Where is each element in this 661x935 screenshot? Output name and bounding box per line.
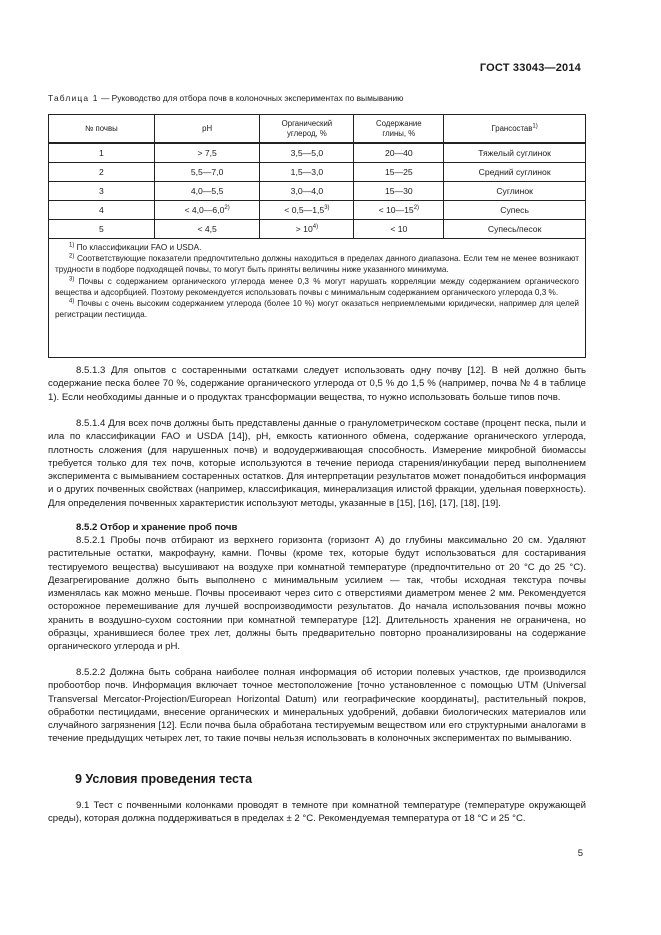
table-footnotes	[48, 238, 586, 358]
soil-selection-table	[48, 114, 586, 239]
cell-soil-number: 1	[49, 143, 155, 163]
footnote: $^{2)}$ Соответствующие показатели предпочтительно должны находиться в пределах данного диапазона. Если тем не менее возникают трудности в подборе подходящей почвы, то могут быть приняты величины ниже указанного минимума.	[55, 253, 579, 275]
paragraph-8-5-1-3: 8.5.1.3 Для опытов с состаренными остатками следует использовать одну почву [12]. В ней должно быть содержание песка более 70 %, содержание органического углерода от 0,5 % до 1,5 % (например, почва № 4 в таблице 1). Если необходимы данные и о продуктах трансформации вещества, то нужно использовать больше типов почв.	[48, 365, 586, 403]
footnote: $^{3)}$ Почвы с содержанием органического углерода менее 0,3 % могут нарушать корреляции между содержанием органического вещества и адсорбцией. Поэтому рекомендуется использовать почвы с минимальным содержанием органического углерода 0,3 %.	[55, 275, 579, 297]
table-row	[49, 182, 586, 201]
cell-soil-number: 5	[49, 220, 155, 239]
section-8-5-2	[48, 521, 586, 534]
cell-texture: Суглинок	[444, 182, 586, 201]
cell-soil-number: 3	[49, 182, 155, 201]
section-8-5-1-3	[48, 364, 586, 404]
table-caption-text: — Руководство для отбора почв в колоночных экспериментах по вымыванию	[98, 93, 404, 103]
cell-ph: < 4,5	[154, 220, 260, 239]
table-header-row	[49, 115, 586, 144]
header-texture: Грансостав$^{1)}$	[444, 115, 586, 144]
footnote: $^{4)}$ Почвы с очень высоким содержанием углерода (более 10 %) могут оказаться неприемлемыми юридически, например для целей регистрации пестицида.	[55, 298, 579, 320]
paragraph-8-5-1-4: 8.5.1.4 Для всех почв должны быть представлены данные о гранулометрическом составе (процент песка, пыли и ила по классификации FAO и USDA [14]), pH, емкость катионного обмена, содержание органического углерода, плотность сложения (для нарушенных почв) и водоудерживающая способность. Измерение микробной биомассы требуется только для тех почв, которые используются в течение периода старения/инкубации перед выполнением эксперимента с вымыванием состаренных остатков. Для интерпретации результатов может понадобиться информация и о других почвенных свойствах (например, классификация, минерализация илистой фракции, удельная поверхность). Для определения почвенных характеристик используют методы, указанные в [15], [16], [17], [18], [19].	[48, 418, 586, 509]
paragraph-8-5-2-2: 8.5.2.2 Должна быть собрана наиболее полная информация об истории полевых участков, где производился пробоотбор почв. Информация включает точное местоположение [точно установленное с помощью UTM (Universal Transversal Mercator-Projection/European Horizontal Datum) или географические координаты], растительный покров, обработки пестицидами, внесение органических и минеральных удобрений, добавки биологических материалов или случайного загрязнения [12]. Если почва была обработана тестируемым веществом или его структурными аналогами в течение предыдущих четырех лет, то такие почвы нельзя использовать в колоночных экспериментах по вымыванию.	[48, 667, 586, 745]
heading-section-9: 9 Условия проведения теста	[75, 772, 253, 786]
cell-texture: Супесь	[444, 201, 586, 220]
heading-8-5-2: 8.5.2 Отбор и хранение проб почв	[76, 522, 238, 533]
section-8-5-1-4	[48, 417, 586, 510]
cell-organic-carbon: 1,5—3,0	[260, 163, 354, 182]
section-9-1	[48, 799, 586, 826]
cell-ph: 5,5—7,0	[154, 163, 260, 182]
header-clay-content: Содержание глины, %	[354, 115, 444, 144]
cell-clay-content: 15—30	[354, 182, 444, 201]
cell-texture: Супесь/песок	[444, 220, 586, 239]
cell-clay-content: < $10—15^{2)}$	[354, 201, 444, 220]
table-row	[49, 143, 586, 163]
cell-organic-carbon: < $0,5—1,5^{3)}$	[260, 201, 354, 220]
cell-clay-content: 15—25	[354, 163, 444, 182]
header-organic-carbon: Органический углерод, %	[260, 115, 354, 144]
paragraph-8-5-2-1: 8.5.2.1 Пробы почв отбирают из верхнего горизонта (горизонт А) до глубины максимально 20 см. Удаляют растительные остатки, макрофауну, камни. Почвы (кроме тех, которые будут использоваться для состаривания тестируемого вещества) высушивают на воздухе при комнатной температуре (предпочтительно от 20 °C до 25 °C). Дезагрегирование должно быть выполнено с минимальным усилием — так, чтобы исходная текстура почвы изменялась как можно меньше. Почвы просеивают через сито с отверстиями диаметром менее 2 мм. Рекомендуется осторожное перемешивание для лучшей воспроизводимости результатов. До начала использования почвы можно хранить в воздушно-сухом состоянии при комнатной температуре [12]. Длительность хранения не ограничена, но образцы, хранившиеся более трех лет, должны быть предварительно повторно проанализированы на содержание органического углерода и pH.	[48, 535, 586, 653]
page-number: 5	[577, 848, 583, 859]
table-row	[49, 201, 586, 220]
header-soil-number: № почвы	[49, 115, 155, 144]
cell-organic-carbon: 3,5—5,0	[260, 143, 354, 163]
table-caption-label: Таблица 1	[48, 93, 99, 103]
cell-ph: < $4,0—6,0^{2)}$	[154, 201, 260, 220]
document-id: ГОСТ 33043—2014	[479, 62, 581, 74]
cell-texture: Средний суглинок	[444, 163, 586, 182]
paragraph-9-1: 9.1 Тест с почвенными колонками проводят в темноте при комнатной температуре (температуре окружающей среды), которая должна поддерживаться в пределах ± 2 °C. Рекомендуемая температура от 18 °C и 25 °C.	[48, 800, 586, 825]
cell-ph: > 7,5	[154, 143, 260, 163]
cell-clay-content: < 10	[354, 220, 444, 239]
footnote: $^{1)}$ По классификации FAO и USDA.	[69, 242, 202, 252]
section-8-5-2-1	[48, 534, 586, 654]
table-caption	[48, 93, 403, 103]
section-8-5-2-2	[48, 666, 586, 746]
table-row	[49, 163, 586, 182]
cell-soil-number: 2	[49, 163, 155, 182]
header-ph: pH	[154, 115, 260, 144]
cell-soil-number: 4	[49, 201, 155, 220]
cell-clay-content: 20—40	[354, 143, 444, 163]
cell-ph: 4,0—5,5	[154, 182, 260, 201]
table-row	[49, 220, 586, 239]
cell-texture: Тяжелый суглинок	[444, 143, 586, 163]
cell-organic-carbon: 3,0—4,0	[260, 182, 354, 201]
cell-organic-carbon: > $10^{4)}$	[260, 220, 354, 239]
